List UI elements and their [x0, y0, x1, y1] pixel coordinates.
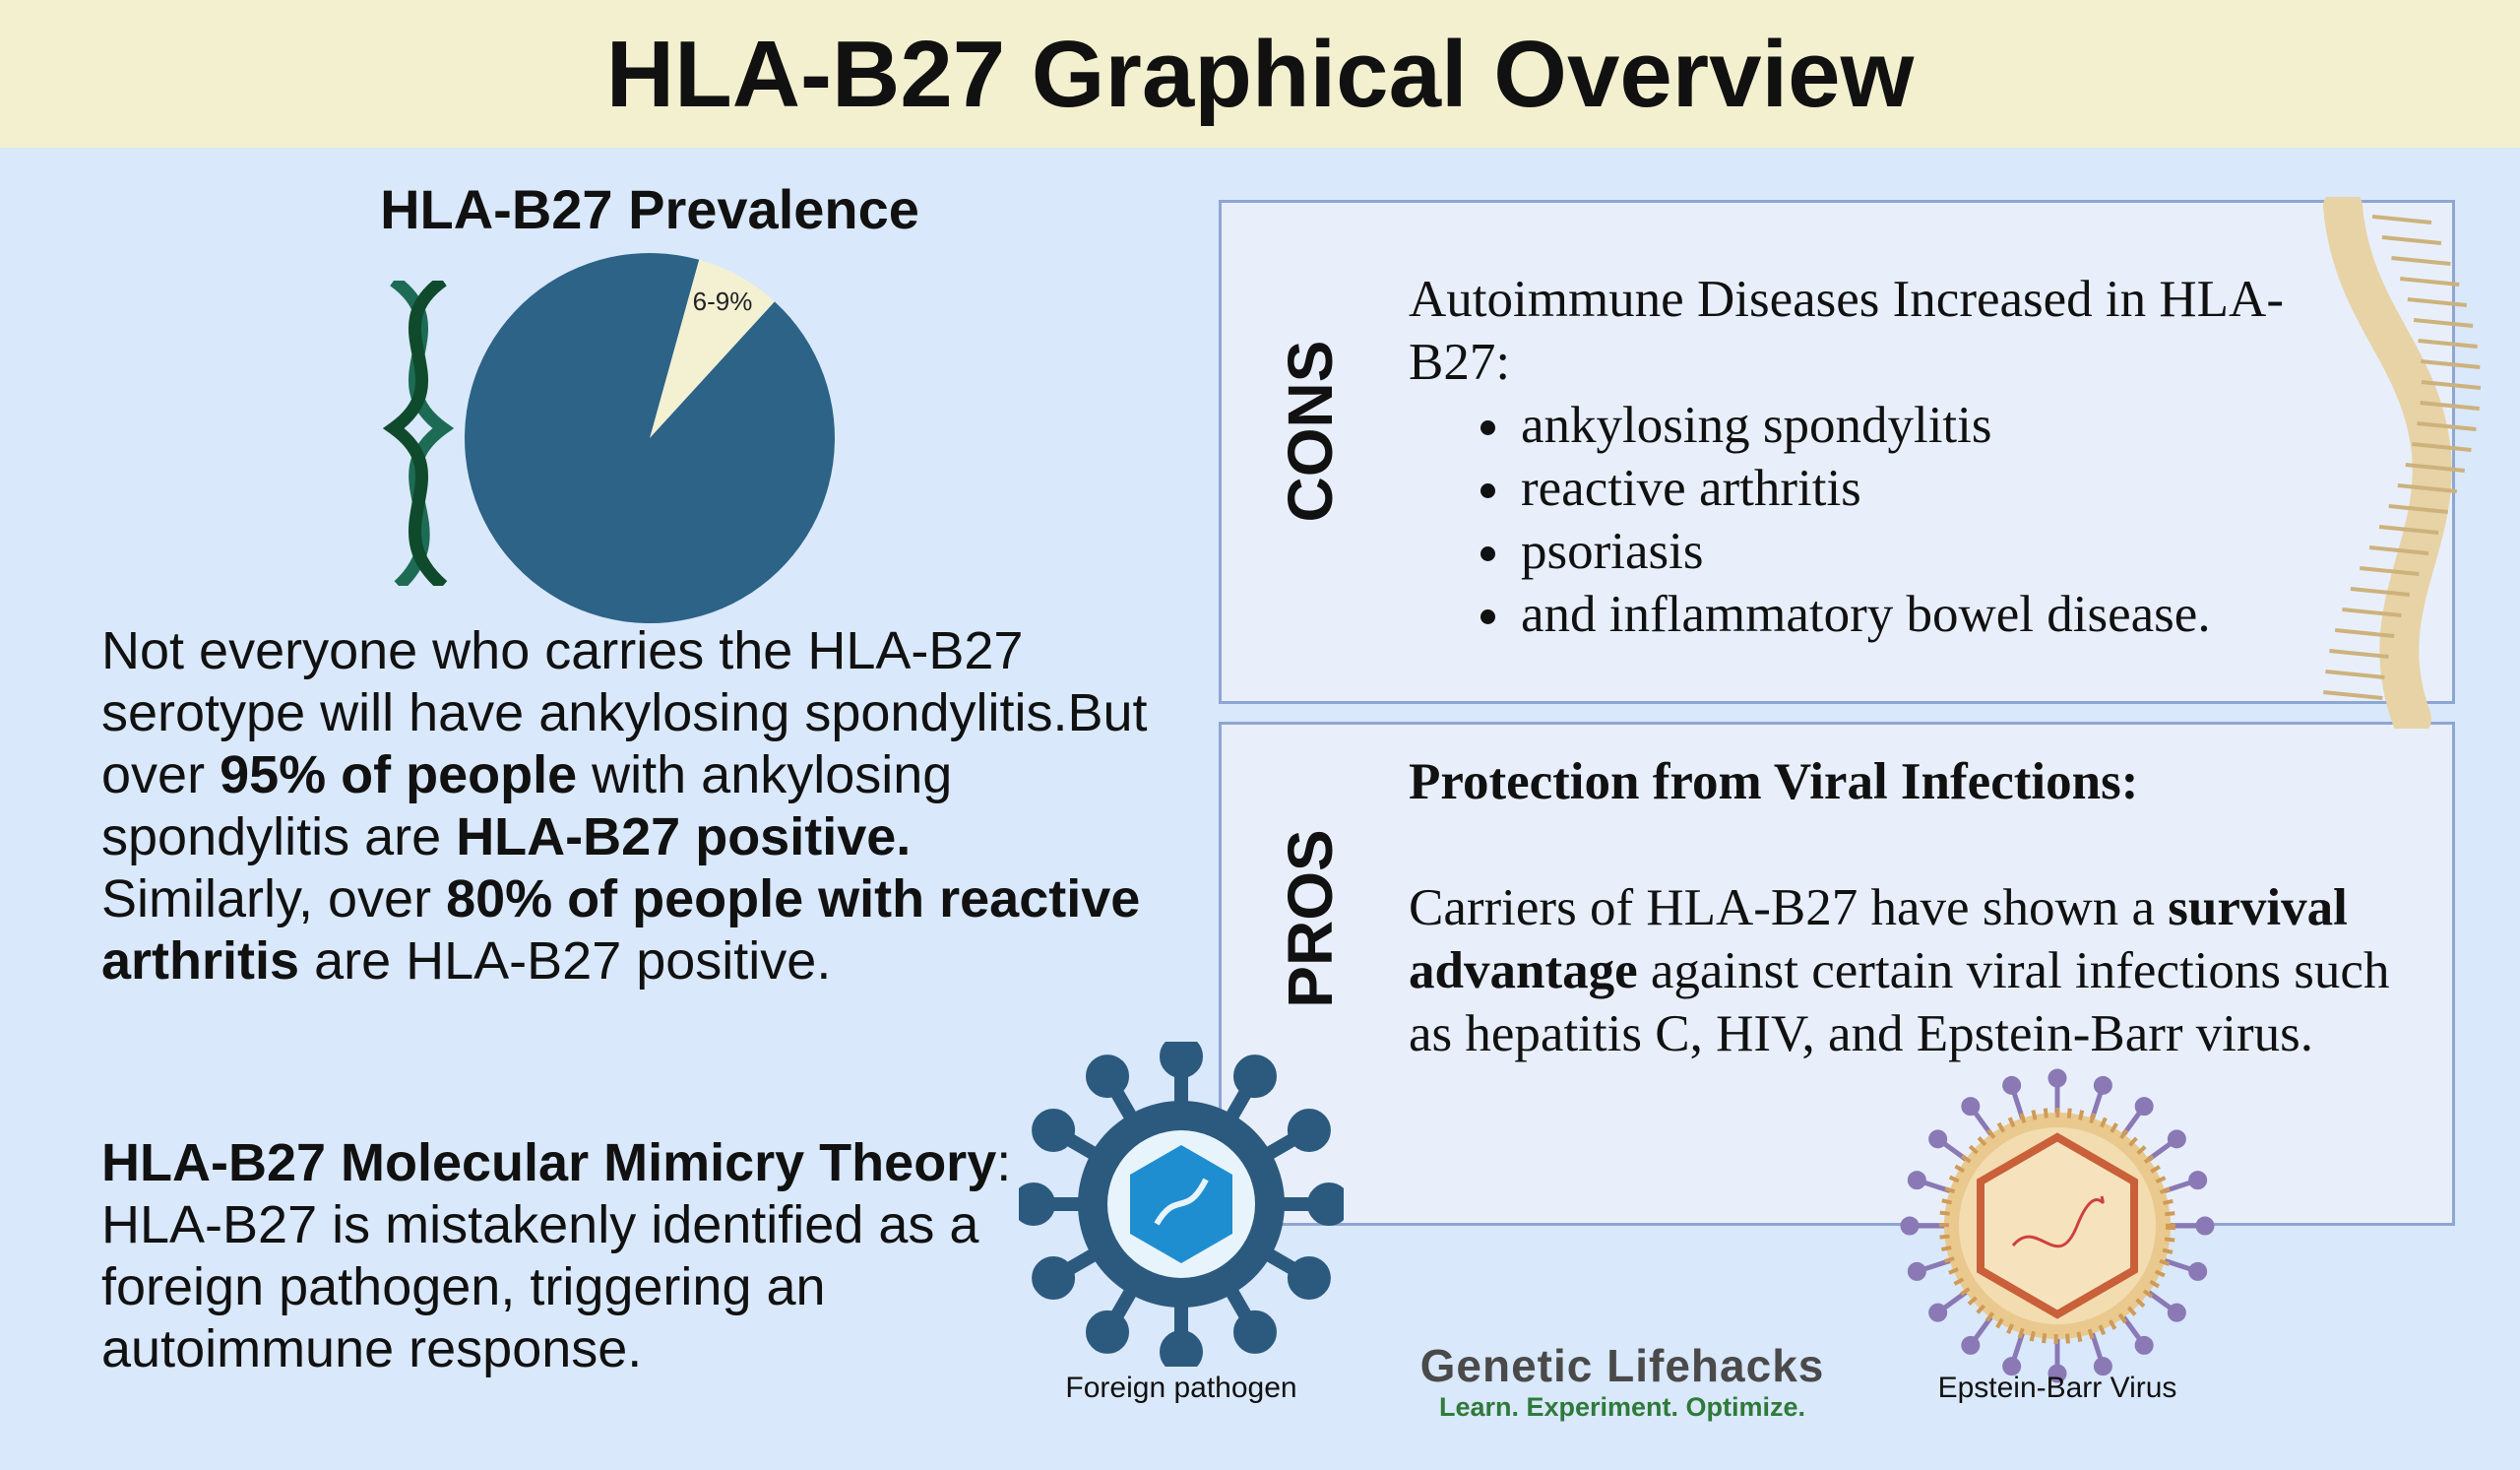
- pros-heading: Protection from Viral Infections:: [1409, 753, 2139, 810]
- dna-icon: [374, 281, 463, 586]
- virus-icon: [1900, 1068, 2215, 1383]
- pathogen-icon: [1019, 1042, 1344, 1367]
- ebv-caption: Epstein-Barr Virus: [1937, 1372, 2177, 1404]
- cons-heading: Autoimmune Diseases Increased in HLA-B27:: [1409, 271, 2284, 391]
- list-item: • ankylosing spondylitis: [1517, 394, 2373, 457]
- pie-slice: [465, 253, 835, 623]
- list-item: • psoriasis: [1517, 520, 2373, 583]
- list-item: • reactive arthritis: [1517, 457, 2373, 520]
- pathogen-caption: Foreign pathogen: [1065, 1372, 1297, 1404]
- prevalence-title: HLA-B27 Prevalence: [380, 178, 919, 240]
- pros-panel: [1219, 722, 2455, 1226]
- cons-content: [1409, 268, 2373, 646]
- pie-slice-label: 6-9%: [692, 287, 753, 316]
- spine-icon: [2313, 197, 2510, 729]
- description-text: Not everyone who carries the HLA-B27 serotype will have ankylosing spondylitis.But over 95% of people with ankylosing spondylitis are HLA-B27 positive. Similarly, over 80% of people with reactive arthritis are HLA-B27 positive.: [101, 621, 1148, 991]
- pros-body: Carriers of HLA-B27 have shown a survival advantage against certain viral infections such as hepatitis C, HIV, and Epstein-Barr virus.: [1409, 879, 2390, 1062]
- page-title: HLA-B27 Graphical Overview: [605, 22, 1915, 127]
- list-item: • and inflammatory bowel disease.: [1517, 583, 2373, 646]
- brand-logo: [1386, 1339, 1858, 1423]
- cons-label: CONS: [1275, 340, 1346, 523]
- brand-name: Genetic Lifehacks: [1419, 1340, 1825, 1391]
- cons-panel: [1219, 200, 2455, 704]
- brand-tagline: Learn. Experiment. Optimize.: [1438, 1392, 1806, 1422]
- prevalence-pie-chart: [453, 241, 847, 635]
- mimicry-text: HLA-B27 Molecular Mimicry Theory: HLA-B27 is mistakenly identified as a foreign pathogen, triggering an autoimmune response.: [101, 1133, 1012, 1378]
- cons-list: [1409, 394, 2373, 646]
- pros-label: PROS: [1275, 829, 1346, 1008]
- pros-content: [1409, 750, 2393, 1065]
